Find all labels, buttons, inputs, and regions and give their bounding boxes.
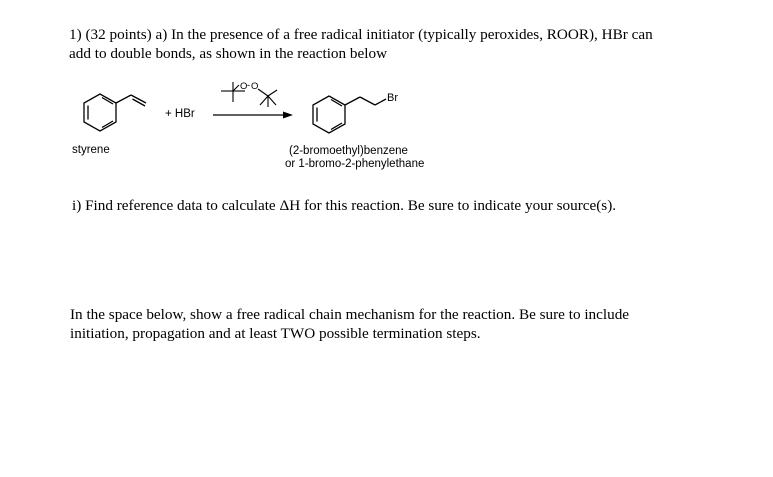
- product-structure: [313, 96, 386, 133]
- reagent-hbr: + HBr: [165, 108, 195, 120]
- product-bromine-label: Br: [387, 92, 398, 104]
- reactant-name: styrene: [72, 144, 110, 156]
- reaction-scheme: [0, 0, 773, 200]
- mechanism-question-line-1: In the space below, show a free radical chain mechanism for the reaction. Be sure to include: [70, 306, 630, 323]
- styrene-structure: [84, 94, 146, 131]
- initiator-oo-bond: -: [247, 80, 251, 91]
- mechanism-question-line-2: initiation, propagation and at least TWO possible termination steps.: [70, 325, 481, 342]
- product-name-1: (2-bromoethyl)benzene: [289, 145, 408, 157]
- initiator-oxygen-1: O: [240, 81, 248, 92]
- part-i-question: i) Find reference data to calculate ΔH for this reaction. Be sure to indicate your source(s).: [72, 197, 617, 214]
- initiator-oxygen-2: O: [251, 81, 259, 92]
- product-name-2: or 1-bromo-2-phenylethane: [285, 158, 425, 170]
- reaction-arrow: [213, 112, 293, 119]
- question-line-1: 1) (32 points) a) In the presence of a free radical initiator (typically peroxides, ROOR), HBr can: [69, 26, 653, 43]
- question-line-2: add to double bonds, as shown in the reaction below: [69, 45, 388, 62]
